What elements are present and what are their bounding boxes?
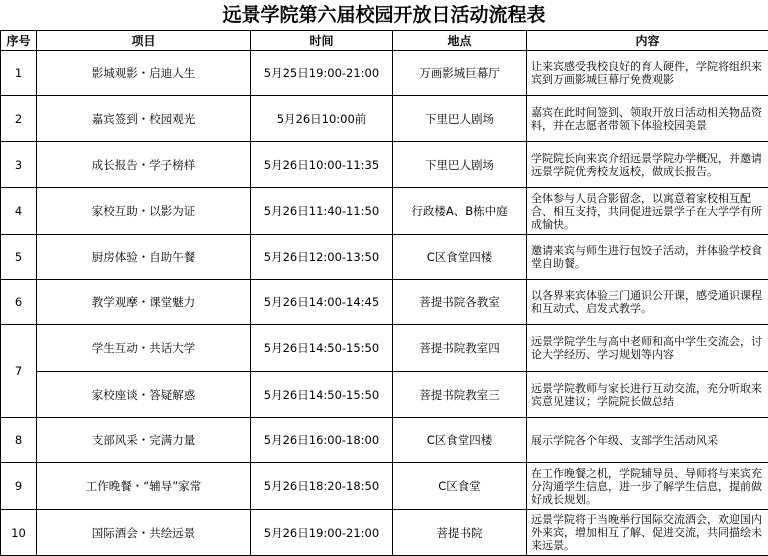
row-place: 菩提书院教室三 [393,372,527,418]
row-time: 5月25日19:00-21:00 [251,51,393,96]
table-row [1,96,768,142]
row-place: C区食堂四楼 [393,418,527,463]
row-project: 家校座谈・答疑解惑 [37,372,251,418]
table-row [1,325,768,372]
row-content: 学院院长向来宾介绍远景学院办学概况，并邀请远景学院优秀校友返校，做成长报告。 [527,142,768,188]
row-project: 厨房体验・自助午餐 [37,235,251,280]
header-content: 内容 [527,31,768,51]
row-place: C区食堂四楼 [393,235,527,280]
row-project: 教学观摩・课堂魅力 [37,280,251,325]
row-no: 7 [1,325,37,418]
row-time: 5月26日18:20-18:50 [251,463,393,510]
table-row [1,51,768,96]
table-row [1,463,768,510]
row-content: 以各界来宾体验三门通识公开课，感受通识课程和互动式、启发式教学。 [527,280,768,325]
header-time: 时间 [251,31,393,51]
table-row [1,418,768,463]
header-row [1,31,768,51]
row-time: 5月26日10:00-11:35 [251,142,393,188]
header-place: 地点 [393,31,527,51]
row-no: 2 [1,96,37,142]
row-no: 9 [1,463,37,510]
row-content: 邀请来宾与师生进行包饺子活动，并体验学校食堂自助餐。 [527,235,768,280]
row-no: 10 [1,510,37,556]
row-project: 国际酒会・共绘远景 [37,510,251,556]
row-time: 5月26日16:00-18:00 [251,418,393,463]
row-content: 远景学院学生与高中老师和高中学生交流会，讨论大学经历、学习规划等内容 [527,325,768,372]
page-title: 远景学院第六届校园开放日活动流程表 [0,0,768,30]
row-place: 万画影城巨幕厅 [393,51,527,96]
header-no: 序号 [1,31,37,51]
row-no: 6 [1,280,37,325]
row-place: 菩提书院 [393,510,527,556]
row-content: 展示学院各个年级、支部学生活动风采 [527,418,768,463]
row-project: 工作晚餐・“辅导”家常 [37,463,251,510]
table-row [1,510,768,556]
table-row [1,280,768,325]
row-place: 菩提书院教室四 [393,325,527,372]
row-time: 5月26日14:50-15:50 [251,325,393,372]
row-content: 全体参与人员合影留念，以寓意着家校相互配合、相互支持，共同促进远景学子在大学学有所成愉快。 [527,188,768,235]
row-time: 5月26日10:00前 [251,96,393,142]
table-row [1,235,768,280]
row-project: 嘉宾签到・校园观光 [37,96,251,142]
row-no: 4 [1,188,37,235]
row-content: 嘉宾在此时间签到、领取开放日活动相关物品资料，并在志愿者带领下体验校园美景 [527,96,768,142]
row-no: 8 [1,418,37,463]
row-time: 5月26日19:00-21:00 [251,510,393,556]
row-content: 让来宾感受我校良好的育人硬件，学院将组织来宾到万画影城巨幕厅免费观影 [527,51,768,96]
row-place: 下里巴人剧场 [393,96,527,142]
table-row [1,188,768,235]
row-no: 5 [1,235,37,280]
row-no: 3 [1,142,37,188]
row-time: 5月26日12:00-13:50 [251,235,393,280]
row-place: 行政楼A、B栋中庭 [393,188,527,235]
row-no: 1 [1,51,37,96]
row-time: 5月26日14:50-15:50 [251,372,393,418]
schedule-table [0,30,768,556]
row-place: 下里巴人剧场 [393,142,527,188]
row-project: 家校互助・以影为证 [37,188,251,235]
row-project: 学生互动・共话大学 [37,325,251,372]
table-row [1,372,768,418]
row-time: 5月26日11:40-11:50 [251,188,393,235]
row-project: 影城观影・启迪人生 [37,51,251,96]
row-content: 远景学院将于当晚举行国际交流酒会，欢迎国内外来宾，增加相互了解、促进交流，共同描绘未来远景。 [527,510,768,556]
row-time: 5月26日14:00-14:45 [251,280,393,325]
row-project: 成长报告・学子榜样 [37,142,251,188]
row-project: 支部风采・完满力量 [37,418,251,463]
row-place: 菩提书院各教室 [393,280,527,325]
header-project: 项目 [37,31,251,51]
table-row [1,142,768,188]
row-place: C区食堂 [393,463,527,510]
row-content: 远景学院教师与家长进行互动交流，充分听取来宾意见建议；学院院长做总结 [527,372,768,418]
row-content: 在工作晚餐之机，学院辅导员、导师将与来宾充分沟通学生信息，进一步了解学生信息，提前做好成长规划。 [527,463,768,510]
